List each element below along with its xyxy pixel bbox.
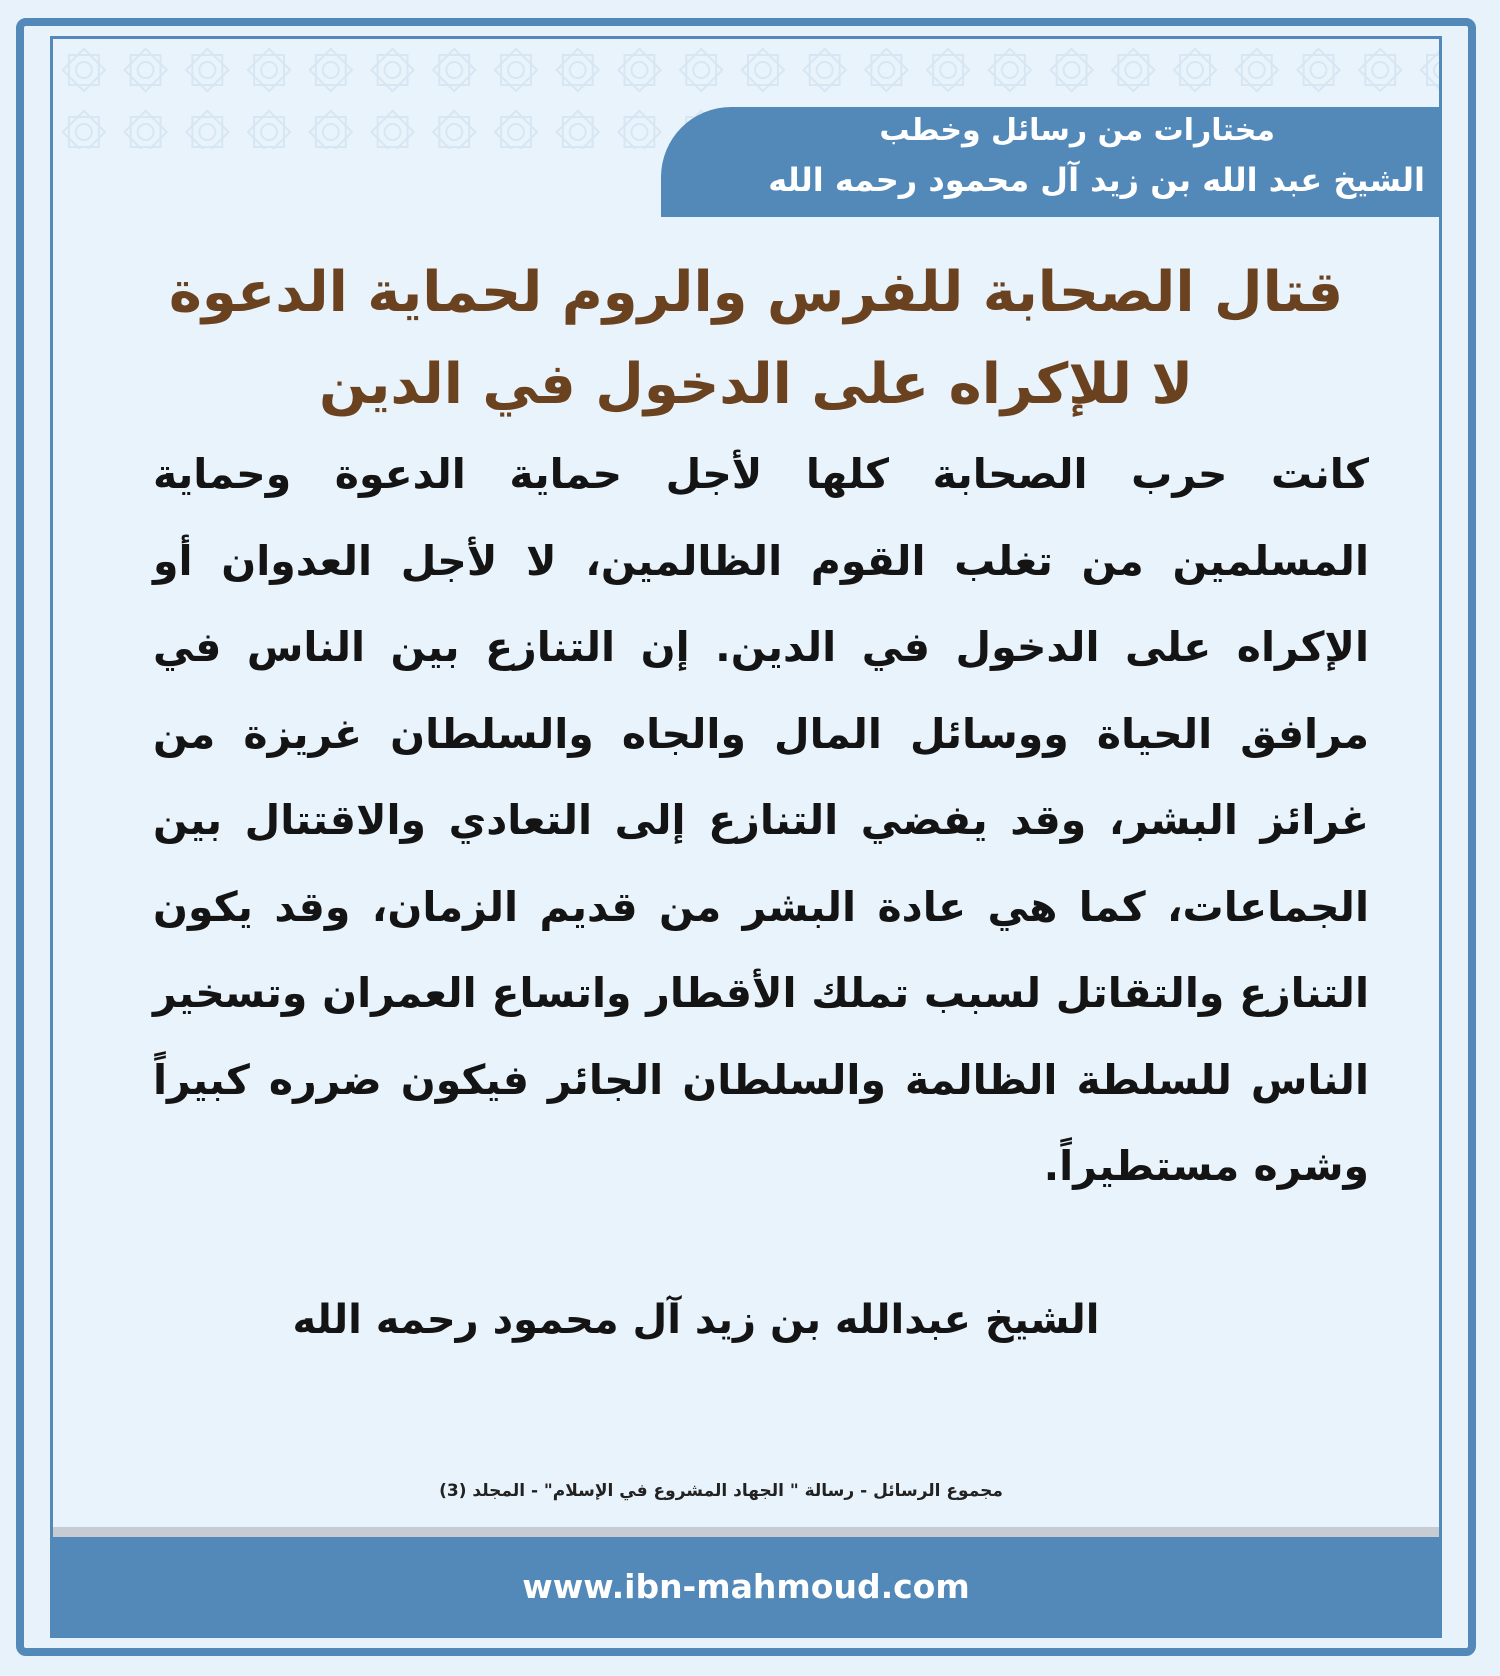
author-signature: الشيخ عبدالله بن زيد آل محمود رحمه الله (292, 1297, 1100, 1343)
header-banner (661, 107, 1439, 217)
website-link[interactable]: www.ibn-mahmoud.com (522, 1567, 970, 1606)
article-body: كانت حرب الصحابة كلها لأجل حماية الدعوة وحماية المسلمين من تغلب القوم الظالمين، لا لأجل العدوان أو الإكراه على الدخول في الدين. إن التنازع بين الناس في مرافق الحياة ووسائل المال والجاه والسلطان غريزة من غرائز البشر، وقد يفضي التنازع إلى التعادي والاقتتال بين الجماعات، كما هي عادة البشر من قديم الزمان، وقد يكون التنازع والتقاتل لسبب تملك الأقطار واتساع العمران وتسخير الناس للسلطة الظالمة والسلطان الجائر فيكون ضرره كبيراً وشره مستطيراً. (153, 450, 1369, 1190)
inner-frame (50, 36, 1442, 1638)
header-subtitle: مختارات من رسائل وخطب (879, 113, 1275, 148)
source-citation: مجموع الرسائل - رسالة " الجهاد المشروع في الإسلام" - المجلد (3) (439, 1481, 1003, 1501)
article-title: قتال الصحابة للفرس والروم لحماية الدعوة لا للإكراه على الدخول في الدين (168, 260, 1344, 417)
footer-bar (53, 1537, 1439, 1638)
footer-divider (53, 1527, 1439, 1537)
header-author: الشيخ عبد الله بن زيد آل محمود رحمه الله (768, 161, 1425, 199)
outer-frame (16, 18, 1476, 1656)
